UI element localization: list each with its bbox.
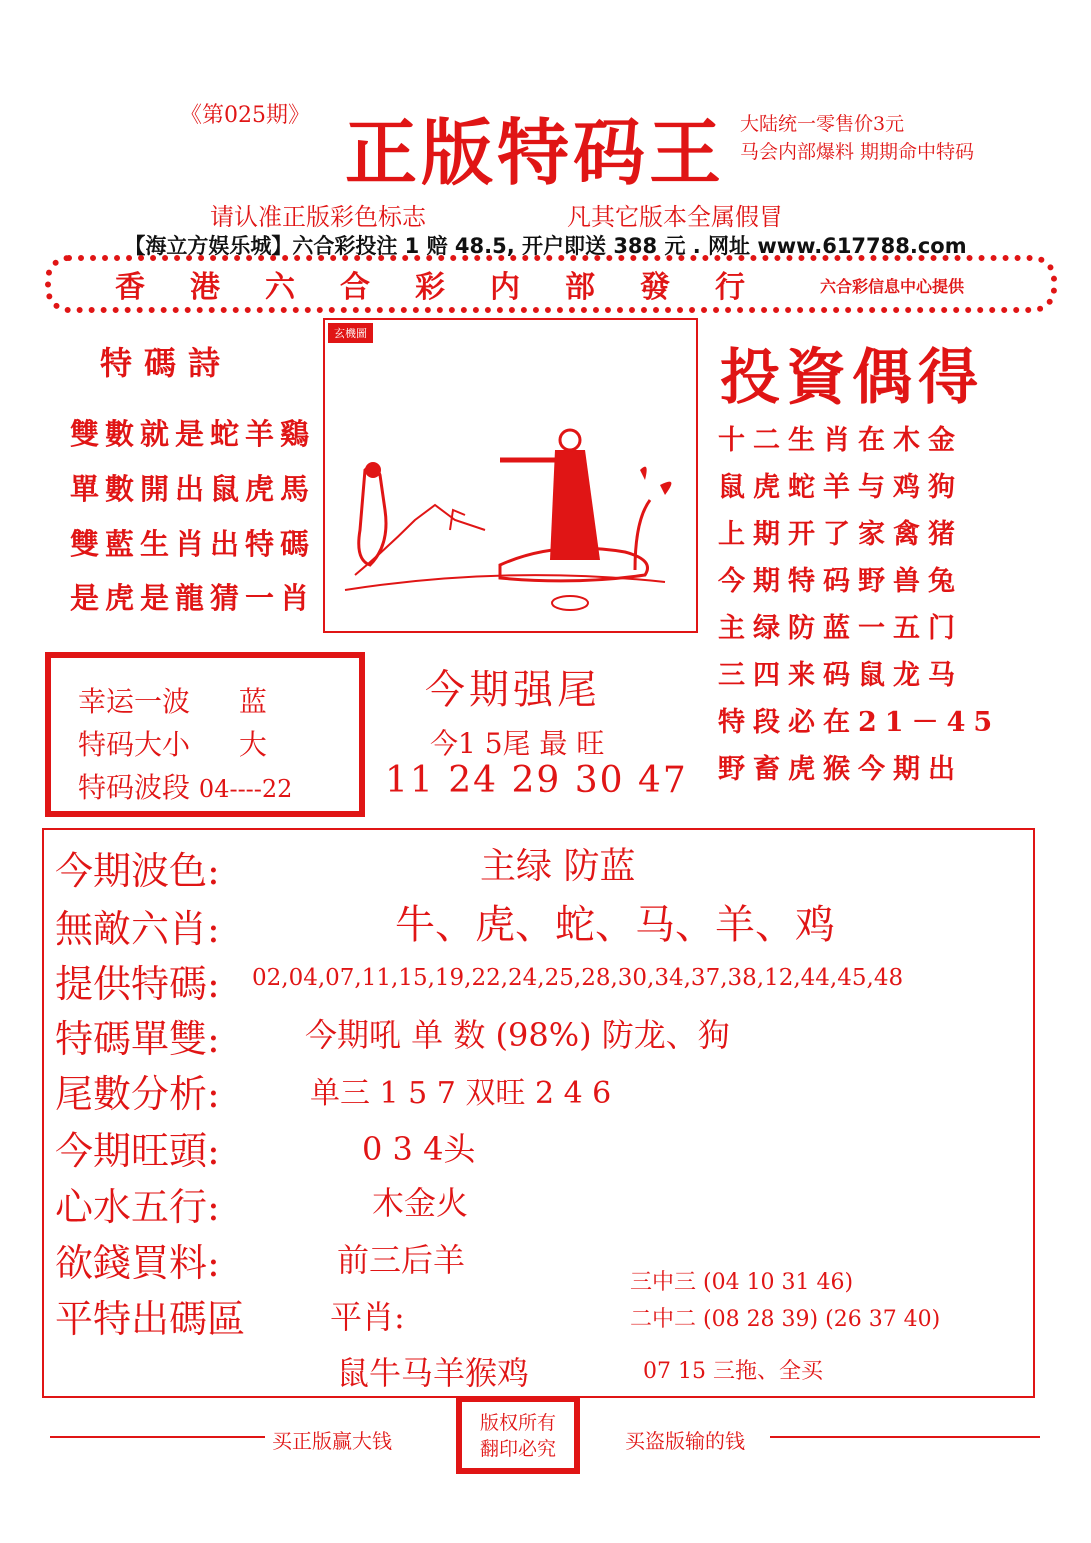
poem-line: 雙數就是蛇羊鷄 bbox=[70, 417, 316, 451]
footer-divider-left bbox=[50, 1436, 265, 1438]
tail-numbers: 11 24 29 30 47 bbox=[385, 760, 688, 801]
invest-line: 主绿防蓝一五门 bbox=[718, 613, 963, 644]
page-title: 正版特码王 bbox=[345, 110, 726, 195]
invest-title: 投資偶得 bbox=[720, 343, 984, 413]
invest-line: 十二生肖在木金 bbox=[718, 425, 963, 456]
row-label: 今期旺頭: bbox=[55, 1129, 220, 1173]
row-value: 0 3 4头 bbox=[362, 1130, 476, 1168]
poem-line: 是虎是龍猜一肖 bbox=[70, 581, 316, 615]
ad-banner[interactable]: 【海立方娱乐城】六合彩投注 1 赔 48.5, 开户即送 388 元 . 网址 www.617788.com bbox=[124, 234, 967, 258]
row-value: 平肖: bbox=[330, 1298, 405, 1336]
picture-stamp: 玄機圖 bbox=[328, 323, 373, 343]
copyright-line-2: 翻印必究 bbox=[479, 1438, 556, 1460]
row-label: 特碼單雙: bbox=[55, 1017, 220, 1061]
row-label: 平特出碼區 bbox=[55, 1297, 246, 1341]
figure-pointing-illustration bbox=[325, 320, 696, 631]
luck-value: 04----22 bbox=[198, 775, 293, 803]
luck-row bbox=[78, 723, 267, 763]
tuo-info: 07 15 三拖、全买 bbox=[643, 1359, 823, 1384]
price-line-1: 大陆统一零售价3元 bbox=[740, 113, 905, 135]
row-label: 無敵六肖: bbox=[55, 907, 220, 951]
row-value: 牛、虎、蛇、马、羊、鸡 bbox=[395, 902, 835, 948]
poem-title: 特碼詩 bbox=[100, 344, 233, 382]
row-value: 主绿 防蓝 bbox=[480, 846, 636, 887]
illustration bbox=[323, 318, 698, 633]
authentic-notice: 请认准正版彩色标志 bbox=[210, 203, 426, 231]
hk-issue-text: 香港六合彩内部發行 bbox=[115, 270, 790, 305]
invest-line: 鼠虎蛇羊与鸡狗 bbox=[718, 472, 963, 503]
row-label: 心水五行: bbox=[55, 1185, 220, 1229]
footer-right-text: 买盗版输的钱 bbox=[625, 1429, 745, 1453]
luck-label: 幸运一波 bbox=[78, 685, 191, 718]
row-value: 木金火 bbox=[372, 1184, 469, 1222]
row-value: 前三后羊 bbox=[337, 1241, 466, 1279]
luck-label: 特码波段 bbox=[78, 771, 191, 804]
issue-number: 《第025期》 bbox=[180, 103, 310, 128]
copyright-box bbox=[456, 1396, 580, 1474]
fake-notice: 凡其它版本全属假冒 bbox=[567, 203, 783, 231]
invest-line: 特段必在21－45 bbox=[718, 707, 1001, 738]
tail-title: 今期强尾 bbox=[425, 667, 601, 713]
row-label: 提供特碼: bbox=[55, 962, 220, 1006]
footer-divider-right bbox=[770, 1436, 1040, 1438]
san-zhong-san: 三中三 (04 10 31 46) bbox=[630, 1270, 854, 1295]
hk-provider: 六合彩信息中心提供 bbox=[820, 277, 965, 296]
copyright-line-1: 版权所有 bbox=[479, 1412, 556, 1434]
row-value: 02,04,07,11,15,19,22,24,25,28,30,34,37,38,12,44,45,48 bbox=[252, 965, 904, 991]
pingxiao-value: 鼠牛马羊猴鸡 bbox=[337, 1354, 530, 1392]
poem-line: 雙藍生肖出特碼 bbox=[70, 527, 316, 561]
tail-sub: 今1 5尾 最 旺 bbox=[430, 727, 605, 760]
luck-value: 大 bbox=[238, 728, 267, 761]
er-zhong-er: 二中二 (08 28 39) (26 37 40) bbox=[630, 1307, 941, 1332]
invest-line: 野畜虎猴今期出 bbox=[718, 754, 963, 785]
invest-line: 今期特码野兽兔 bbox=[718, 566, 963, 597]
luck-row bbox=[78, 680, 267, 720]
footer-left-text: 买正版赢大钱 bbox=[272, 1429, 392, 1453]
luck-label: 特码大小 bbox=[78, 728, 191, 761]
luck-row bbox=[78, 766, 292, 806]
price-line-2: 马会内部爆料 期期命中特码 bbox=[740, 141, 975, 163]
row-label: 欲錢買料: bbox=[55, 1241, 220, 1285]
price-info bbox=[740, 110, 974, 166]
row-value: 单三 1 5 7 双旺 2 4 6 bbox=[310, 1076, 612, 1111]
invest-line: 上期开了家禽猪 bbox=[718, 519, 963, 550]
luck-value: 蓝 bbox=[238, 685, 267, 718]
invest-line: 三四来码鼠龙马 bbox=[718, 660, 963, 691]
row-label: 今期波色: bbox=[55, 849, 220, 893]
row-label: 尾數分析: bbox=[55, 1072, 220, 1116]
poem-line: 單數開出鼠虎馬 bbox=[70, 472, 316, 506]
row-value: 今期吼 单 数 (98%) 防龙、狗 bbox=[305, 1016, 730, 1054]
